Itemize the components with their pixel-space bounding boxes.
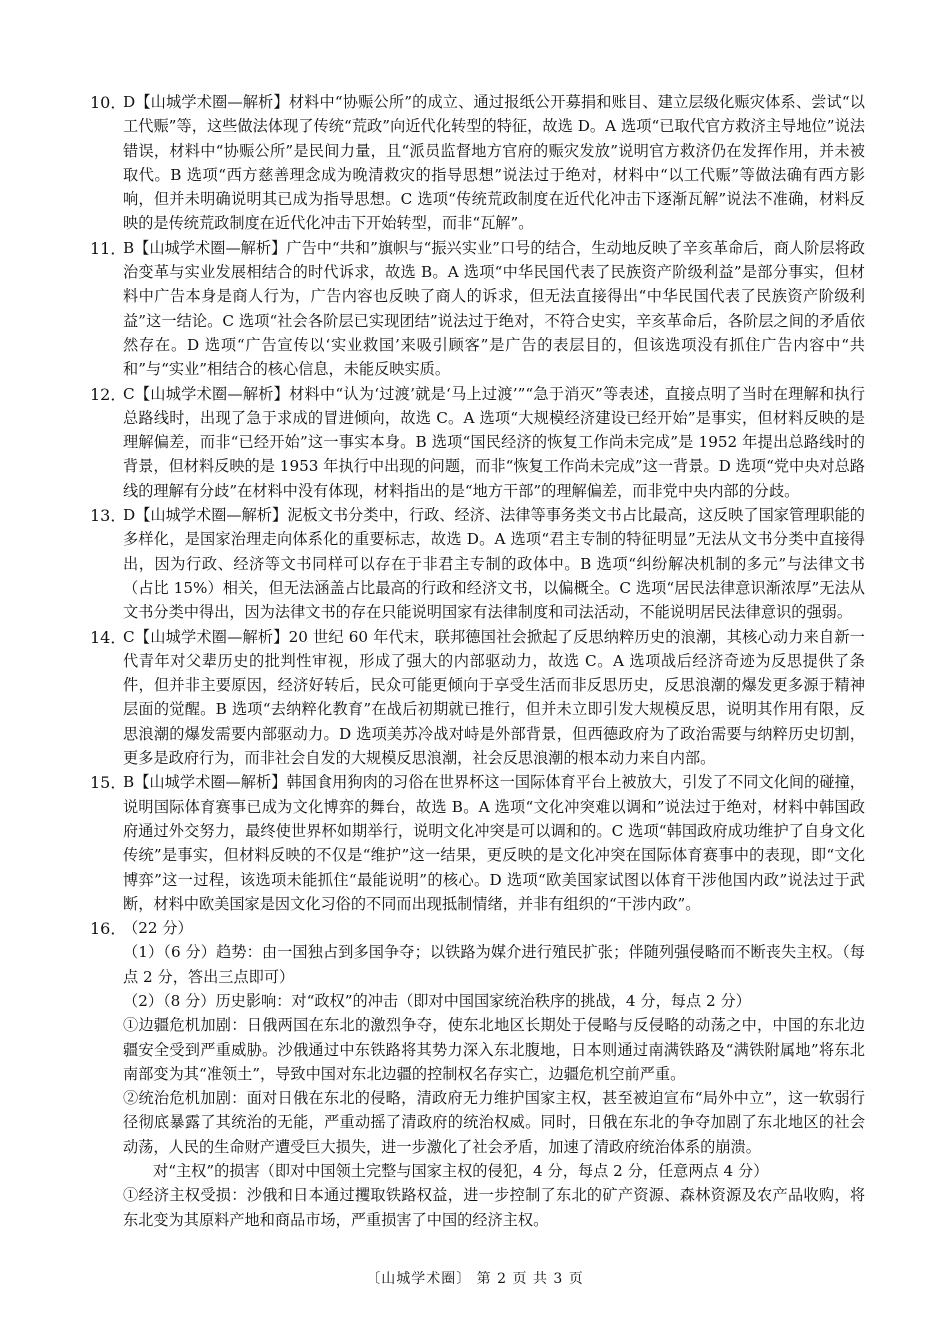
answer-text: C【山城学术圈—解析】20 世纪 60 年代末，联邦德国社会掀起了反思纳粹历史的浪潮，其核心动力来自新一代青年对父辈历史的批判性审视，形成了强大的内部驱动力，故选 C。A 选项战后经济奇迹为反思提供了条件，但并非主要原因，经济好转后，民众可能更倾向于享受生活而非反思历史，反思浪潮的爆发更多源于精神层面的觉醒。B 选项“去纳粹化教育”在战后初期就已推行，但并未立即引发大规模反思，说明其作用有限，反思浪潮的爆发需要内部驱动力。D 选项美苏冷战对峙是外部背景，但西德政府为了政治需要与纳粹历史切割，更多是政府行为，而非社会自发的大规模反思浪潮，社会反思浪潮的根本动力来自内部。 [123,627,865,768]
answer-number: 12． [90,384,127,404]
q16-part2-point2: ②统治危机加剧：面对日俄在东北的侵略，清政府无力维护国家主权，甚至被迫宣布“局外中立”，这一软弱行径彻底暴露了其统治的无能，严重动摇了清政府的统治权威。同时，日俄在东北的争夺加剧了东北地区的社会动荡，人民的生命财产遭受巨大损失，进一步激化了社会矛盾，加速了清政府统治体系的崩溃。 [123,1089,865,1156]
answer-number: 14． [90,627,127,647]
answer-number: 10． [90,93,127,112]
answer-text: B【山城学术圈—解析】广告中“共和”旗帜与“振兴实业”口号的结合，生动地反映了辛亥革命后，商人阶层将政治变革与实业发展相结合的时代诉求，故选 B。A 选项“中华民国代表了民族资产阶级利益”是部分事实，但材料中广告本身是商人行为，广告内容也反映了商人的诉求，但无法直接得出“中华民国代表了民族资产阶级利益”这一结论。C 选项“社会各阶层已实现团结”说法过于绝对，不符合史实，辛亥革命后，各阶层之间的矛盾依然存在。D 选项“广告宣传以‘实业救国’来吸引顾客”是广告的表层目的，但该选项没有抓住广告内容中“共和”与“实业”相结合的核心信息，未能反映实质。 [123,238,865,379]
answer-score: （22 分） [123,919,193,938]
answer-number: 11． [90,238,127,258]
answer-11 [90,236,865,382]
answer-content [90,90,865,1232]
answer-12 [90,382,865,503]
q16-part1: （1）（6 分）趋势：由一国独占到多国争夺；以铁路为媒介进行殖民扩张；伴随列强侵略而不断丧失主权。（每点 2 分，答出三点即可） [123,943,865,986]
answer-number: 13． [90,506,127,526]
answer-14 [90,625,865,771]
answer-13 [90,503,865,624]
answer-text: D【山城学术圈—解析】泥板文书分类中，行政、经济、法律等事务类文书占比最高，这反映了国家管理职能的多样化，是国家治理走向体系化的重要标志，故选 D。A 选项“君主专制的特征明显”无法从文书分类中直接得出，因为行政、经济等文书同样可以存在于非君主专制的政体中。B 选项“纠纷解决机制的多元”与法律文书（占比 15%）相关，但无法涵盖占比最高的行政和经济文书，以偏概全。C 选项“居民法律意识渐浓厚”无法从文书分类中得出，因为法律文书的存在只能说明国家有法律制度和司法活动，不能说明居民法律意识的强弱。 [123,506,865,622]
answer-text: C【山城学术圈—解析】材料中“认为‘过渡’就是‘马上过渡’”“急于消灭”等表述，直接点明了当时在理解和执行总路线时，出现了急于求成的冒进倾向，故选 C。A 选项“大规模经济建设已经开始”是事实，但材料反映的是理解偏差，而非“已经开始”这一事实本身。B 选项“国民经济的恢复工作尚未完成”是 1952 年提出总路线时的背景，但材料反映的是 1953 年执行中出现的问题，而非“恢复工作尚未完成”这一背景。D 选项“党中央对总路线的理解有分歧”在材料中没有体现，材料指出的是“地方干部”的理解偏差，而非党中央内部的分歧。 [123,384,865,500]
answer-15 [90,770,865,916]
answer-text: D【山城学术圈—解析】材料中“协赈公所”的成立、通过报纸公开募捐和账目、建立层级化赈灾体系、尝试“以工代赈”等，这些做法体现了传统“荒政”向近代化转型的特征，故选 D。A 选项“已取代官方救济主导地位”说法错误，材料中“协赈公所”是民间力量，且“派员监督地方官府的赈灾发放”说明官方救济仍在发挥作用，并未被取代。B 选项“西方慈善理念成为晚清救灾的指导思想”说法过于绝对，材料中“以工代赈”等做法确有西方影响，但并未明确说明其已成为指导思想。C 选项“传统荒政制度在近代化冲击下逐渐瓦解”说法不准确，材料反映的是传统荒政制度在近代化冲击下开始转型，而非“瓦解”。 [123,93,865,233]
answer-text: B【山城学术圈—解析】韩国食用狗肉的习俗在世界杯这一国际体育平台上被放大，引发了不同文化间的碰撞，说明国际体育赛事已成为文化博弈的舞台，故选 B。A 选项“文化冲突难以调和”说法过于绝对，材料中韩国政府通过外交努力，最终使世界杯如期举行，说明文化冲突是可以调和的。C 选项“韩国政府成功维护了自身文化传统”是事实，但材料反映的不仅是“维护”这一结果，更反映的是文化冲突在国际体育赛事中的表现，即“文化博弈”这一过程，该选项未能抓住“最能说明”的核心。D 选项“欧美国家试图以体育干涉他国内政”说法过于武断，材料中欧美国家是因文化习俗的不同而出现抵制情绪，并非有组织的“干涉内政”。 [123,773,865,913]
q16-part2-point1: ①边疆危机加剧：日俄两国在东北的激烈争夺，使东北地区长期处于侵略与反侵略的动荡之中，中国的东北边疆安全受到严重威胁。沙俄通过中东铁路将其势力深入东北腹地，日本则通过南满铁路及“满铁附属地”将东北南部变为其“准领土”，导致中国对东北边疆的控制权名存实亡，边疆危机空前严重。 [123,1016,865,1083]
q16-part2-title: （2）（8 分）历史影响：对“政权”的冲击（即对中国国家统治秩序的挑战，4 分，每点 2 分） [123,991,751,1010]
page-footer: 〔山城学术圈〕 第 2 页 共 3 页 [366,1271,584,1287]
q16-sovereignty-title: 对“主权”的损害（即对中国领土完整与国家主权的侵犯，4 分，每点 2 分，任意两点 4 分） [153,1162,769,1181]
answer-10 [90,90,865,236]
q16-sovereignty-point1: ①经济主权受损：沙俄和日本通过攫取铁路权益，进一步控制了东北的矿产资源、森林资源及农产品收购，将东北变为其原料产地和商品市场，严重损害了中国的经济主权。 [123,1186,865,1229]
answer-number: 15． [90,773,127,793]
answer-number: 16． [90,919,127,939]
answer-16 [90,916,865,940]
